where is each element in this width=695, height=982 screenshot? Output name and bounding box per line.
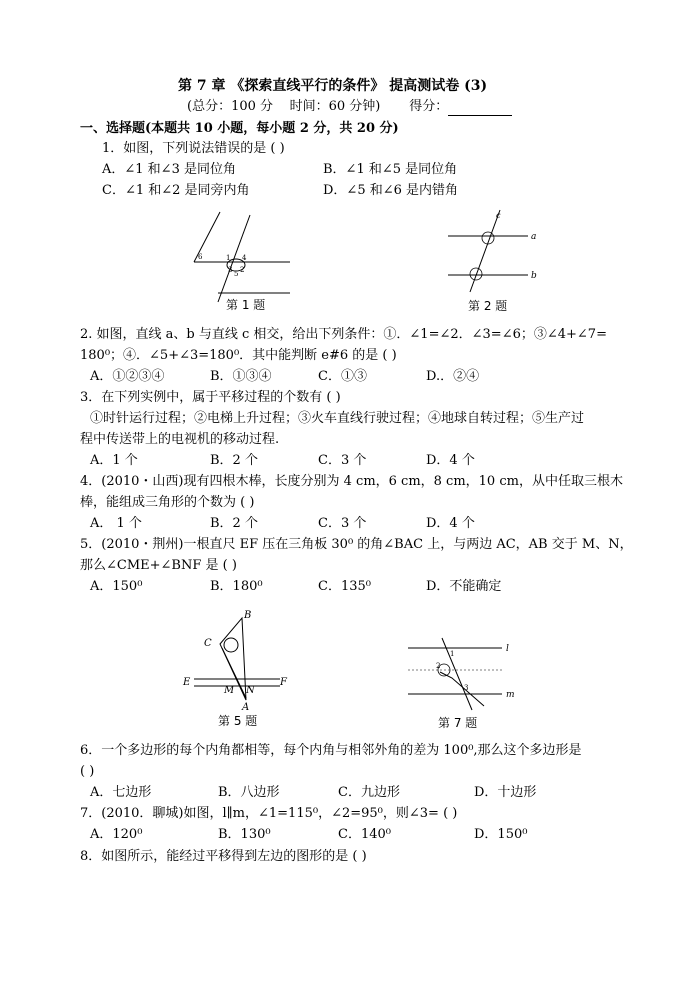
q3-line-3: 程中传送带上的电视机的移动过程. bbox=[80, 432, 280, 447]
fig7-label-m: m bbox=[506, 690, 515, 700]
q3-option-a: A．1 个 bbox=[90, 453, 138, 468]
exam-info bbox=[187, 98, 512, 116]
q5-option-a: A．150⁰ bbox=[90, 579, 143, 594]
fig7-caption: 第 7 题 bbox=[438, 716, 478, 730]
q4-line-2: 棒，能组成三角形的个数为 ( ) bbox=[80, 495, 255, 510]
fig5-caption: 第 5 题 bbox=[218, 714, 258, 728]
q6-option-b: B．八边形 bbox=[218, 785, 280, 800]
q5-option-c: C．135⁰ bbox=[318, 579, 371, 594]
fig2-caption: 第 2 题 bbox=[468, 299, 508, 313]
fig7-label-1: 1 bbox=[450, 650, 455, 658]
fig1-caption: 第 1 题 bbox=[226, 298, 266, 312]
page-title: 第 7 章 《探索直线平行的条件》 提高测试卷 (3) bbox=[178, 78, 488, 94]
q3-option-c: C．3 个 bbox=[318, 453, 367, 468]
q6-line-2: ( ) bbox=[80, 764, 95, 779]
q7-stem: 7．(2010．聊城)如图，l∥m，∠1=115⁰，∠2=95⁰，则∠3= ( ) bbox=[80, 806, 458, 821]
q2-line-1: 2. 如图，直线 a、b 与直线 c 相交，给出下列条件：①．∠1=∠2．∠3=∠6；③∠4+∠7= bbox=[80, 327, 607, 342]
fig5-label-f: F bbox=[280, 677, 287, 688]
q2-option-c: C．①③ bbox=[318, 369, 367, 384]
fig2-label-b: b bbox=[531, 271, 537, 281]
fig5-label-n: N bbox=[246, 685, 255, 696]
fig5-label-a: A bbox=[242, 702, 250, 713]
q5-line-2: 那么∠CME+∠BNF 是 ( ) bbox=[80, 558, 237, 573]
q4-option-b: B．2 个 bbox=[210, 516, 258, 531]
q2-line-2: 180⁰；④．∠5+∠3=180⁰．其中能判断 e#6 的是 ( ) bbox=[80, 348, 397, 363]
q6-option-c: C．九边形 bbox=[338, 785, 400, 800]
fig1-label-1: 1 bbox=[226, 254, 231, 262]
q3-option-b: B．2 个 bbox=[210, 453, 258, 468]
q7-option-d: D．150⁰ bbox=[474, 827, 528, 842]
q1-stem: 1．如图，下列说法错误的是 ( ) bbox=[102, 141, 285, 156]
fig5-label-e: E bbox=[183, 677, 191, 688]
fig2-label-a: a bbox=[531, 232, 537, 242]
q4-option-c: C．3 个 bbox=[318, 516, 367, 531]
section-heading: 一、选择题(本题共 10 小题，每小题 2 分，共 20 分) bbox=[80, 121, 399, 136]
q7-option-c: C．140⁰ bbox=[338, 827, 391, 842]
q6-line-1: 6．一个多边形的每个内角都相等，每个内角与相邻外角的差为 100⁰,那么这个多边形是 bbox=[80, 743, 582, 758]
fig1-label-3: 3 bbox=[228, 266, 233, 274]
fig5-label-m: M bbox=[224, 685, 235, 696]
q8-stem: 8．如图所示，能经过平移得到左边的图形的是 ( ) bbox=[80, 849, 367, 864]
q1-option-b: B．∠1 和∠5 是同位角 bbox=[323, 162, 458, 177]
q2-option-d: D.．②④ bbox=[426, 369, 480, 384]
fig7-label-l: l bbox=[506, 644, 509, 654]
figure-2 bbox=[442, 208, 542, 316]
q4-option-a: A． 1 个 bbox=[90, 516, 142, 531]
q5-option-d: D．不能确定 bbox=[426, 579, 502, 594]
q1-option-c: C．∠1 和∠2 是同旁内角 bbox=[102, 183, 250, 198]
fig1-label-6: 6 bbox=[198, 253, 203, 261]
fig1-label-2: 2 bbox=[240, 266, 245, 274]
q5-line-1: 5．(2010・荆州)一根直尺 EF 压在三角板 30⁰ 的角∠BAC 上，与两边 AC，AB 交于 M、N， bbox=[80, 537, 633, 552]
q2-option-b: B．①③④ bbox=[210, 369, 272, 384]
q3-stem: 3．在下列实例中，属于平移过程的个数有 ( ) bbox=[80, 390, 341, 405]
figure-5 bbox=[180, 608, 295, 733]
q7-option-a: A．120⁰ bbox=[90, 827, 143, 842]
fig7-label-3: 3 bbox=[464, 684, 469, 692]
q4-line-1: 4．(2010・山西)现有四根木棒，长度分别为 4 cm，6 cm，8 cm，10 cm，从中任取三根木 bbox=[80, 474, 623, 489]
q4-option-d: D．4 个 bbox=[426, 516, 475, 531]
score-label: 得分： bbox=[409, 99, 449, 114]
q6-option-d: D．十边形 bbox=[474, 785, 537, 800]
q1-option-d: D．∠5 和∠6 是内错角 bbox=[323, 183, 459, 198]
q1-option-a: A．∠1 和∠3 是同位角 bbox=[102, 162, 236, 177]
q3-line-2: ①时针运行过程；②电梯上升过程；③火车直线行驶过程；④地球自转过程；⑤生产过 bbox=[90, 411, 585, 426]
figure-7 bbox=[402, 632, 522, 732]
q3-option-d: D．4 个 bbox=[426, 453, 475, 468]
fig5-label-b: B bbox=[244, 610, 252, 621]
q6-option-a: A．七边形 bbox=[90, 785, 152, 800]
score-blank bbox=[448, 102, 512, 116]
time-limit: 时间：60 分钟) bbox=[289, 99, 381, 114]
fig1-label-4: 4 bbox=[242, 254, 247, 262]
total-score: (总分：100 分 bbox=[187, 99, 274, 114]
q7-option-b: B．130⁰ bbox=[218, 827, 271, 842]
fig2-label-c: c bbox=[496, 211, 501, 220]
fig1-label-5: 5 bbox=[234, 270, 239, 278]
q5-option-b: B．180⁰ bbox=[210, 579, 263, 594]
fig5-label-c: C bbox=[204, 638, 212, 649]
q2-option-a: A．①②③④ bbox=[90, 369, 165, 384]
figure-1 bbox=[190, 210, 300, 315]
fig7-label-2: 2 bbox=[436, 662, 441, 670]
